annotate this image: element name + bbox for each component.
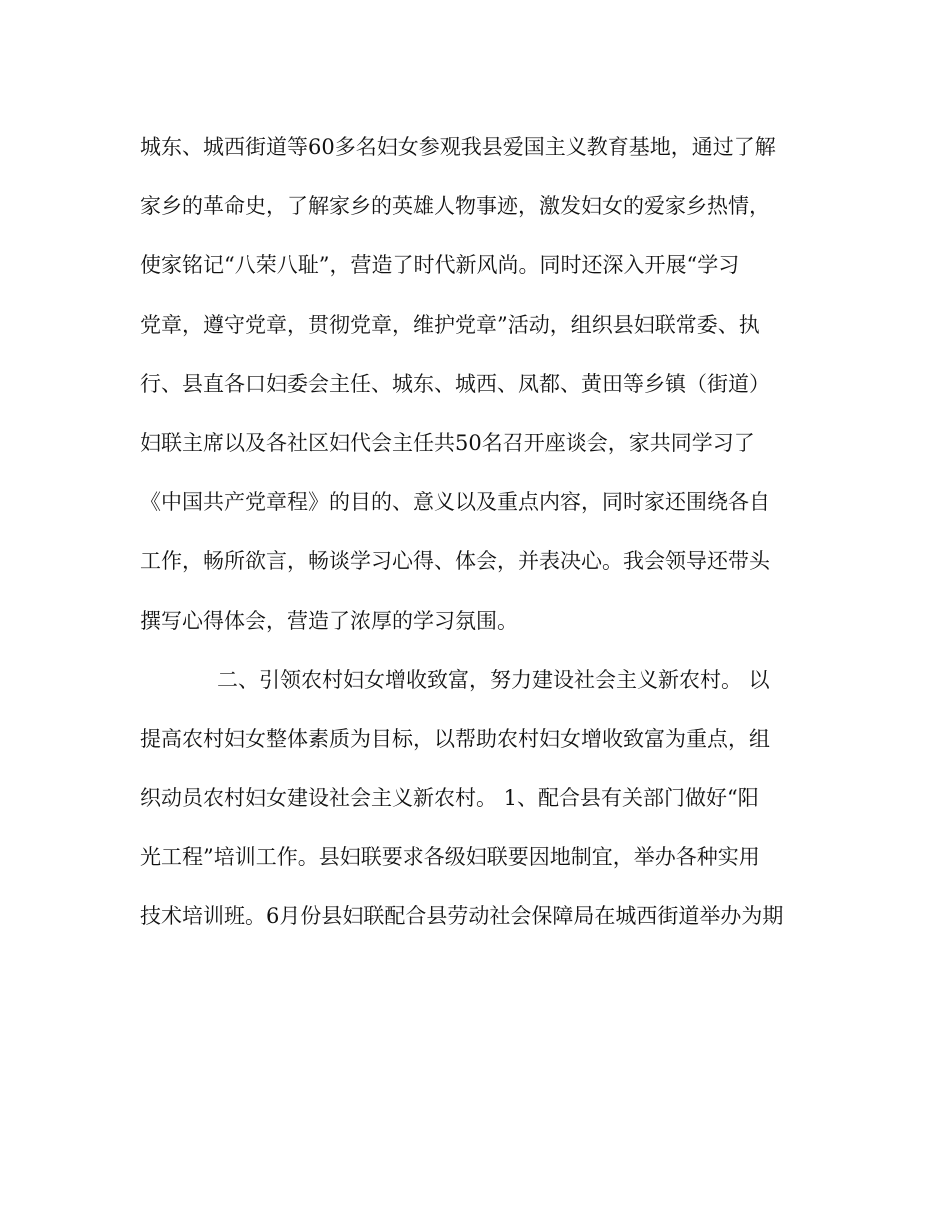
- text-line: 提高农村妇女整体素质为目标，以帮助农村妇女增收致富为重点，组: [140, 726, 770, 751]
- text-line: 妇联主席以及各社区妇代会主任共50名召开座谈会，家共同学习了: [140, 430, 755, 455]
- text-line: 党章，遵守党章，贯彻党章，维护党章”活动，组织县妇联常委、执: [140, 312, 760, 337]
- text-line: 城东、城西街道等60多名妇女参观我县爱国主义教育基地，通过了解: [140, 135, 776, 159]
- text-line: 织动员农村妇女建设社会主义新农村。 1、配合县有关部门做好“阳: [140, 786, 759, 811]
- text-line: 《中国共产党章程》的目的、意义以及重点内容，同时家还围绕各自: [140, 490, 770, 515]
- text-line: 撰写心得体会，营造了浓厚的学习氛围。: [140, 608, 518, 633]
- text-line: 工作，畅所欲言，畅谈学习心得、体会，并表决心。我会领导还带头: [140, 549, 770, 574]
- section-heading-line: 二、引领农村妇女增收致富，努力建设社会主义新农村。 以: [217, 667, 770, 692]
- document-body: [140, 118, 810, 947]
- text-line: 家乡的革命史，了解家乡的英雄人物事迹，激发妇女的爱家乡热情，: [140, 194, 770, 219]
- text-line: 行、县直各口妇委会主任、城东、城西、凤都、黄田等乡镇（街道）: [140, 371, 770, 396]
- text-line: 技术培训班。6月份县妇联配合县劳动社会保障局在城西街道举办为期: [140, 904, 784, 929]
- text-line: 使家铭记“八荣八耻”，营造了时代新风尚。同时还深入开展“学习: [140, 253, 740, 278]
- text-line: 光工程”培训工作。县妇联要求各级妇联要因地制宜，举办各种实用: [140, 845, 760, 870]
